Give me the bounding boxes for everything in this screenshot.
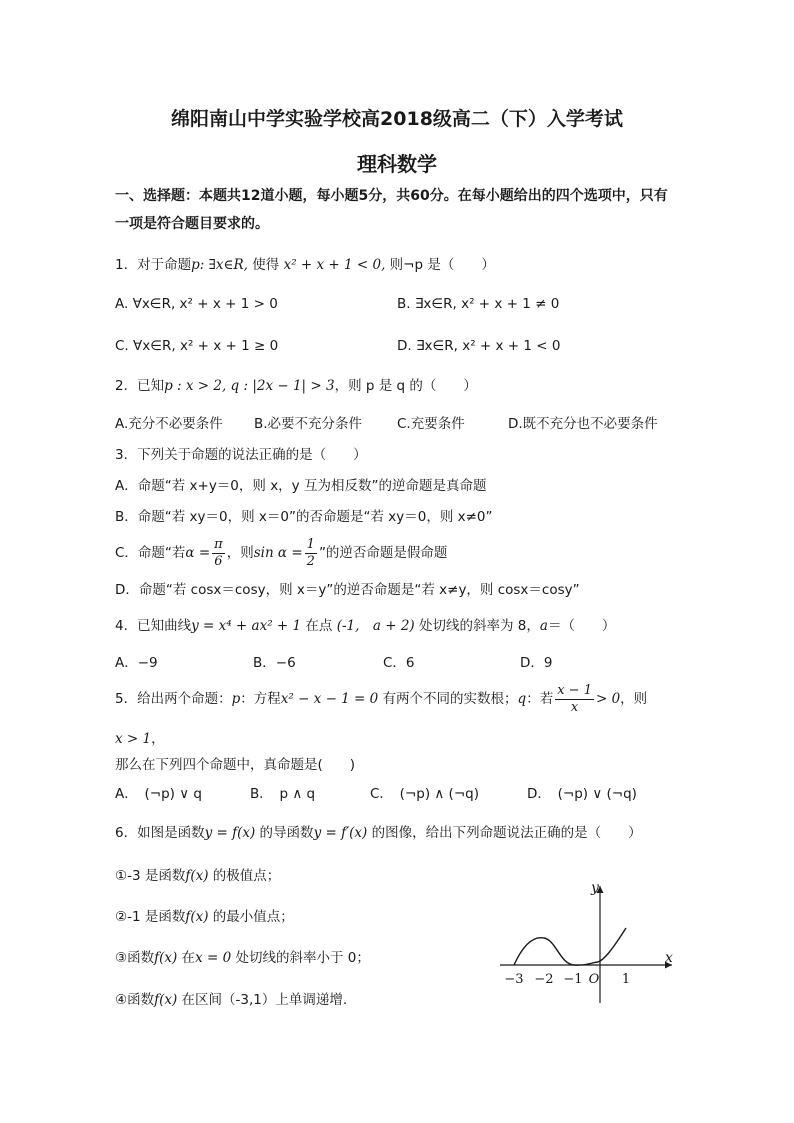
derivative-curve: [514, 928, 626, 965]
q2-option-b: B.必要不充分条件: [254, 416, 363, 432]
q5-stem-line2: x > 1，: [115, 731, 165, 747]
fraction-one-half: $\frac{1}{2}$: [306, 536, 315, 569]
q2-option-c: C.充要条件: [397, 416, 465, 432]
tick-label-neg2: −2: [534, 972, 554, 987]
exam-subject: 理科数学: [357, 152, 437, 176]
q1-option-a: A. ∀x∈R, x² + x + 1 > 0: [115, 296, 278, 312]
q1-option-d: D. ∃x∈R, x² + x + 1 < 0: [397, 338, 561, 354]
section-heading-line2: 一项是符合题目要求的。: [115, 216, 269, 232]
q3-option-b: B．命题“若 xy＝0，则 x＝0”的否命题是“若 xy＝0，则 x≠0”: [115, 509, 493, 525]
q5-stem: 5．给出两个命题：p：方程x² − x − 1 = 0 有两个不同的实数根；q：若 $\frac{x - 1}{x}$ > 0，则: [115, 682, 648, 715]
q4-option-c: C．6: [383, 655, 415, 671]
q2-stem: 2．已知p : x > 2, q : |2x − 1| > 3，则 p 是 q 的（ ）: [115, 378, 477, 394]
q3-option-d: D．命题“若 cosx＝cosy，则 x＝y”的逆否命题是“若 x≠y，则 cosx＝cosy”: [115, 582, 580, 598]
q1-option-b: B. ∃x∈R, x² + x + 1 ≠ 0: [397, 296, 560, 312]
fraction-x-minus-1-over-x: $\frac{x - 1}{x}$: [557, 682, 592, 715]
q6-statement-2: ②-1 是函数f(x) 的最小值点；: [115, 909, 294, 925]
q5-stem-line3: 那么在下列四个命题中，真命题是( ): [115, 757, 356, 773]
q6-statement-1: ①-3 是函数f(x) 的极值点；: [115, 868, 281, 884]
q4-option-d: D．9: [520, 655, 553, 671]
q4-stem: 4．已知曲线y = x⁴ + ax² + 1 在点 (-1, a + 2) 处切线的斜率为 8，a＝（ ）: [115, 618, 616, 634]
y-axis-label: y: [591, 880, 599, 896]
q2-option-a: A.充分不必要条件: [115, 416, 223, 432]
tick-label-neg3: −3: [504, 972, 524, 987]
exam-title: 绵阳南山中学实验学校高2018级高二（下）入学考试: [171, 108, 623, 130]
q4-option-a: A．−9: [115, 655, 158, 671]
section-heading-line1: 一、选择题：本题共12道小题，每小题5分，共60分。在每小题给出的四个选项中，只有: [115, 188, 668, 204]
q5-option-c: C． (¬p) ∧ (¬q): [370, 786, 479, 802]
q6-statement-3: ③函数f(x) 在x = 0 处切线的斜率小于 0；: [115, 950, 370, 966]
q3-option-a: A．命题“若 x+y＝0，则 x，y 互为相反数”的逆命题是真命题: [115, 478, 487, 494]
q5-option-a: A． (¬p) ∨ q: [115, 786, 202, 802]
q1-option-c: C. ∀x∈R, x² + x + 1 ≥ 0: [115, 338, 279, 354]
q5-option-d: D． (¬p) ∨ (¬q): [527, 786, 637, 802]
fraction-pi-over-6: $\frac{\pi}{6}$: [214, 536, 223, 569]
origin-label: O: [588, 972, 600, 987]
q6-statement-4: ④函数f(x) 在区间（-3,1）上单调递增.: [115, 992, 348, 1008]
x-axis-label: x: [665, 950, 673, 966]
q1-stem: 1．对于命题p: ∃x∈R, 使得 x² + x + 1 < 0, 则¬p 是（ ）: [115, 257, 495, 273]
tick-label-neg1: −1: [563, 972, 583, 987]
q6-stem: 6．如图是函数y = f(x) 的导函数y = f′(x) 的图像，给出下列命题说法正确的是（ ）: [115, 825, 642, 841]
tick-label-1: 1: [621, 972, 631, 987]
q2-option-d: D.既不充分也不必要条件: [508, 416, 658, 432]
q5-option-b: B． p ∧ q: [250, 786, 316, 802]
q3-option-c: C．命题“若α = $\frac{\pi}{6}$ ，则sin α = $\frac{1}{2}$ ”的逆否命题是假命题: [115, 536, 448, 569]
derivative-graph: [500, 878, 680, 1013]
q3-stem: 3．下列关于命题的说法正确的是（ ）: [115, 447, 367, 463]
q4-option-b: B．−6: [253, 655, 296, 671]
